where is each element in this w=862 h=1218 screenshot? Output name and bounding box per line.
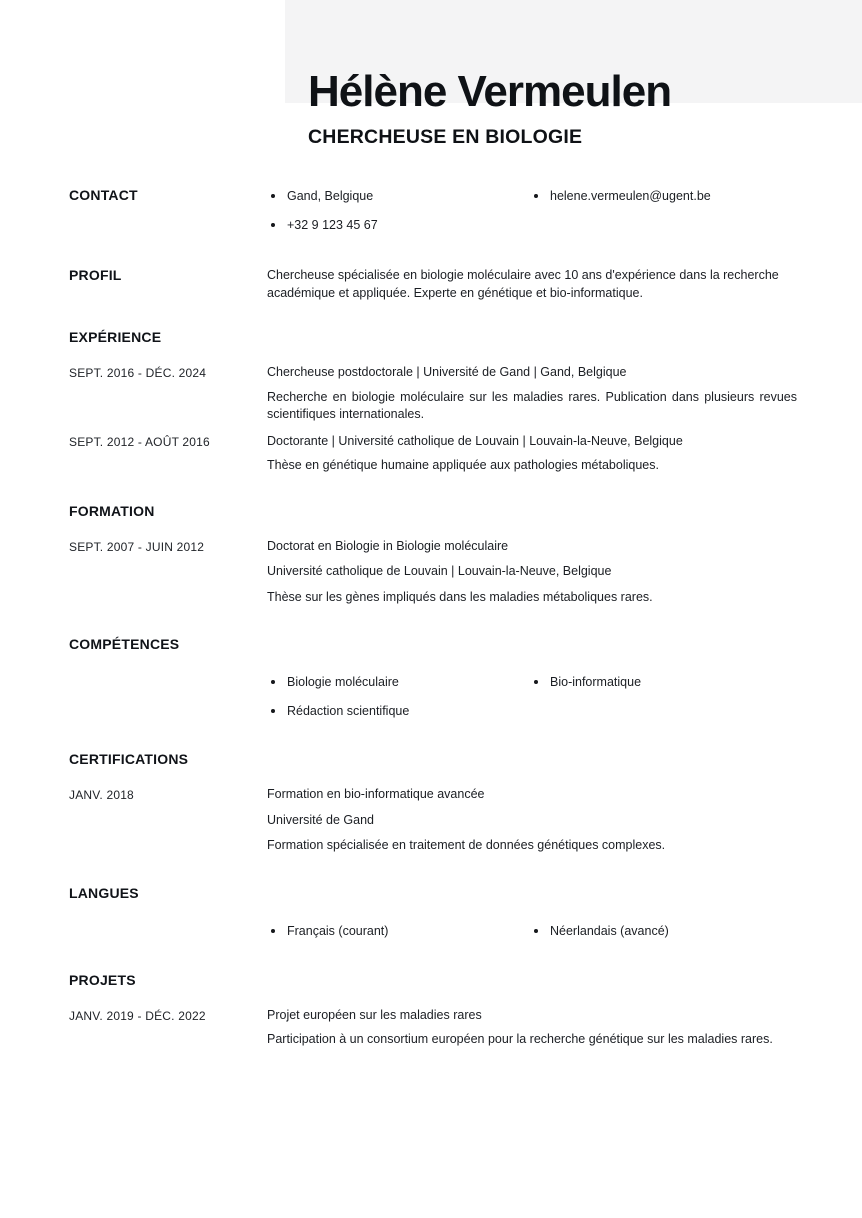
section-formation (0, 503, 862, 607)
profil-text: Chercheuse spécialisée en biologie moléculaire avec 10 ans d'expérience dans la recherche académique et appliquée. Experte en génétique et bio-informatique. (267, 268, 779, 300)
entry-date: SEPT. 2012 - AOÛT 2016 (69, 434, 210, 449)
certification-entry (69, 786, 862, 855)
skill-label: Bio-informatique (550, 675, 642, 689)
skill-label: Biologie moléculaire (287, 675, 399, 689)
entry-title: Projet européen sur les maladies rares (267, 1007, 482, 1022)
bullet-icon (271, 709, 275, 713)
section-experience (0, 329, 862, 475)
section-heading-competences: COMPÉTENCES (69, 636, 180, 652)
person-job-title: CHERCHEUSE EN BIOLOGIE (308, 126, 583, 148)
bullet-icon (534, 194, 538, 198)
section-heading-formation: FORMATION (69, 502, 155, 519)
bullet-icon (271, 929, 275, 933)
bullet-icon (271, 680, 275, 684)
skills-list (267, 636, 797, 720)
entry-title: Doctorat en Biologie in Biologie moléculaire (267, 538, 509, 553)
entry-title: Chercheuse postdoctorale | Université de Gand | Gand, Belgique (267, 365, 627, 379)
entry-date: JANV. 2018 (69, 788, 134, 802)
section-competences (0, 636, 862, 720)
bullet-icon (271, 223, 275, 227)
skill-label: Rédaction scientifique (287, 704, 410, 718)
contact-item-location (267, 187, 530, 205)
section-heading-projets: PROJETS (69, 971, 136, 988)
section-langues (0, 885, 862, 940)
skill-item (267, 702, 530, 720)
section-projets (0, 972, 862, 1049)
contact-item-label: helene.vermeulen@ugent.be (550, 189, 711, 203)
entry-description: Thèse en génétique humaine appliquée aux pathologies métaboliques. (267, 458, 659, 472)
entry-subtitle: Université de Gand (267, 812, 375, 827)
skill-item (267, 673, 530, 691)
contact-list (267, 187, 797, 234)
section-profil (0, 267, 862, 302)
contact-item-email (530, 187, 793, 205)
entry-title: Doctorante | Université catholique de Louvain | Louvain-la-Neuve, Belgique (267, 433, 683, 448)
languages-list (267, 885, 797, 940)
section-heading-langues: LANGUES (69, 884, 139, 901)
entry-description: Thèse sur les gènes impliqués dans les maladies métaboliques rares. (267, 589, 653, 604)
project-entry (69, 1007, 862, 1049)
bullet-icon (271, 194, 275, 198)
section-heading-experience: EXPÉRIENCE (69, 329, 162, 345)
entry-date: SEPT. 2007 - JUIN 2012 (69, 539, 205, 554)
language-label: Néerlandais (avancé) (550, 923, 669, 938)
formation-entry (69, 538, 862, 607)
entry-title: Formation en bio-informatique avancée (267, 787, 485, 801)
entry-date: SEPT. 2016 - DÉC. 2024 (69, 366, 207, 380)
resume-header (308, 67, 672, 148)
section-contact (0, 187, 862, 234)
bullet-icon (534, 929, 538, 933)
contact-item-label: +32 9 123 45 67 (287, 218, 378, 232)
section-heading-profil: PROFIL (69, 267, 122, 283)
skill-item (530, 673, 793, 691)
language-label: Français (courant) (287, 923, 389, 938)
person-name: Hélène Vermeulen (308, 67, 672, 116)
experience-entry (69, 364, 862, 424)
contact-item-label: Gand, Belgique (287, 189, 374, 203)
experience-entry (69, 433, 862, 475)
bullet-icon (534, 680, 538, 684)
section-certifications (0, 751, 862, 855)
entry-subtitle: Université catholique de Louvain | Louvain-la-Neuve, Belgique (267, 564, 612, 578)
entry-description: Formation spécialisée en traitement de données génétiques complexes. (267, 838, 666, 852)
entry-description: Recherche en biologie moléculaire sur les maladies rares. Publication dans plusieurs revues scientifiques internationales. (267, 389, 797, 421)
resume-body (0, 187, 862, 1049)
language-item (530, 922, 793, 940)
contact-item-phone (267, 216, 530, 234)
entry-date: JANV. 2019 - DÉC. 2022 (69, 1008, 206, 1023)
section-heading-certifications: CERTIFICATIONS (69, 751, 189, 767)
section-heading-contact: CONTACT (69, 187, 138, 203)
entry-description: Participation à un consortium européen pour la recherche génétique sur les maladies rares. (267, 1032, 773, 1046)
language-item (267, 922, 530, 940)
